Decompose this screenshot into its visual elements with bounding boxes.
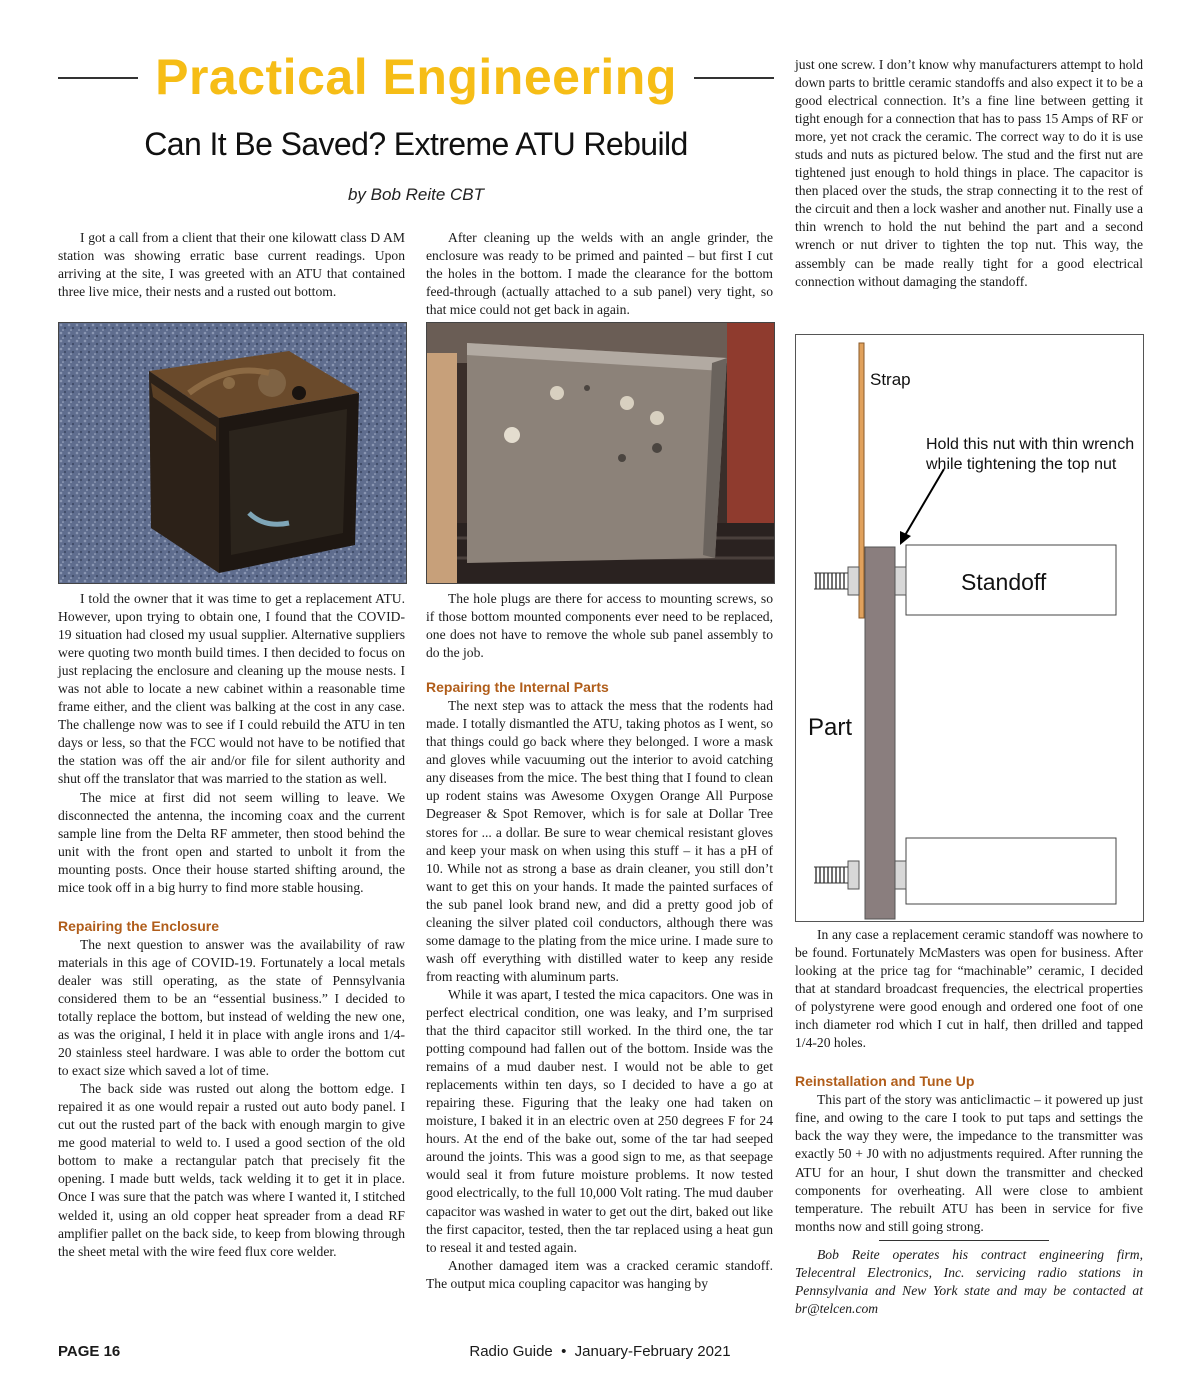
col1-para-3: The mice at first did not seem willing to leave. We disconnected the antenna, the incoming coax and the current sample line from the Delta RF ammeter, then stood behind the unit with the front open and started to unbolt it from the mounting posts. Once their house started shifting around, the mice took off in a big hurry to find more stable housing.	[58, 789, 405, 895]
publication-footer: Radio Guide • January-February 2021	[469, 1343, 731, 1360]
heading-repairing-enclosure: Repairing the Enclosure	[58, 917, 220, 934]
label-hold-line-1: Hold this nut with thin wrench	[926, 436, 1135, 453]
col1-top	[58, 229, 405, 301]
col1-para-4: The next question to answer was the availability of raw materials in this age of COVID-19. Fortunately a local metals dealer was still operating, as the state of Pennsylvania considered them to be an “essential business.” I decided to totally replace the bottom, but instead of welding the new one, as was the original, I held it in place with angle irons and 1/4-20 stainless steel hardware. I was able to order the bottom cut to exact size which saved a lot of time.	[58, 936, 405, 1079]
pointer-arrow	[904, 469, 944, 537]
col2-body	[426, 590, 773, 1293]
col2-para-5: Another damaged item was a cracked ceramic standoff. The output mica coupling capacitor was hanging by	[426, 1257, 773, 1291]
col3-para-2: In any case a replacement ceramic standoff was nowhere to be found. Fortunately McMasters was open for business. After looking at the price tag for “machinable” ceramic, I decided that at standard broadcast frequencies, the electrical properties of polystyrene were good enough and ordered one foot of one inch diameter rod which I cut in half, then drilled and tapped 1/4-20 holes.	[795, 927, 1143, 1051]
standoff-bottom-shape	[906, 838, 1116, 904]
repaired-enclosure-image	[427, 323, 774, 583]
heading-reinstallation: Reinstallation and Tune Up	[795, 1073, 975, 1090]
col2-para-4: While it was apart, I tested the mica capacitors. One was in perfect electrical condition, one was leaky, and I’m surprised that the third capacitor still worked. In the third one, the tar potting compound had fallen out of the bottom. Inside was the remains of a mud dauber nest. I would not be able to get replacements within ten days, so I decided to have a go at repairing these. Figuring that the leaky one had taken on moisture, I baked it in an electric oven at 250 degrees F for 24 hours. At the end of the bake out, some of the tar had seeped around the joints. This was a good sign to me, as that seepage would seal it from future moisture problems. It now tested good electrically, to the full 10,000 Volt rating. The mud dauber capacitor was washed in water to get out the dirt, baked out like the first capacitor, tested, then the tar replaced using a heat gun to reseal it and tested again.	[426, 986, 773, 1255]
standoff-mounting-illustration	[796, 335, 1143, 921]
section-title: Practical Engineering	[155, 49, 677, 105]
photo-rusted-enclosure	[58, 322, 407, 584]
col1-para-2: I told the owner that it was time to get a replacement ATU. However, upon trying to obtain one, I found that the COVID-19 situation had closed my usual supplier. Alternative suppliers were quoting two month build times. I then decided to focus on just replacing the enclosure and cleaning up the mouse nests. I was not able to locate a new cabinet within a reasonable time frame either, and the client was balking at the cost in any case. The challenge now was to see if I could rebuild the ATU in ten days or less, so that the FCC would not have to be notified that the station was off the air and/or file for silent authority and shut off the translator that was married to the station as well.	[58, 591, 405, 787]
page-number: PAGE 16	[58, 1343, 121, 1360]
label-standoff: Standoff	[961, 569, 1047, 595]
col1-para-1: I got a call from a client that their one kilowatt class D AM station was showing erratic base current readings. Upon arriving at the site, I was greeted with an ATU that contained three live mice, their nests and a rusted out bottom.	[58, 230, 405, 300]
col2-para-2: The hole plugs are there for access to mounting screws, so if those bottom mounted components ever need to be replaced, one does not have to remove the whole sub panel assembly to do the job.	[426, 591, 773, 661]
bio-rule	[879, 1240, 1049, 1241]
rusted-enclosure-image	[59, 323, 406, 583]
part-shape	[865, 547, 895, 919]
col2-top	[426, 229, 773, 319]
strap-shape	[859, 343, 864, 618]
back-nut	[895, 567, 906, 595]
label-part: Part	[808, 714, 853, 741]
top-nut	[848, 567, 859, 595]
bottom-back-nut	[895, 861, 906, 889]
bottom-nut	[848, 861, 859, 889]
article-title: Can It Be Saved? Extreme ATU Rebuild	[144, 126, 688, 162]
heading-repairing-internal: Repairing the Internal Parts	[426, 679, 609, 696]
col1-para-5: The back side was rusted out along the bottom edge. I repaired it as one would repair a rusted out auto body panel. I cut out the rusted part of the back with enough margin to give me good material to weld to. I used a good section of the old bottom to make a rectangular patch that precisely fit the opening. I made butt welds, tack welding it to get it in place. Once I was sure that the patch was where I wanted it, I stitched welded it, using an old copper heat spreader from a dead RF amplifier pallet on the back side, to keep from blowing through the sheet metal with the wire feed flux core welder.	[58, 1081, 405, 1259]
col3-para-3: This part of the story was anticlimactic – it powered up just fine, and owing to the care I took to put taps and settings the back the way they were, the impedance to the transmitter was exactly 50 + J0 with no adjustments required. After running the ATU for an hour, I shut down the transmitter and checked components for overheating. All were close to ambient temperature. The rebuilt ATU has been in service for five months now and still going strong.	[795, 1092, 1143, 1234]
col3-top	[795, 56, 1143, 291]
col3-body	[795, 926, 1143, 1318]
col3-para-1: just one screw. I don’t know why manufacturers attempt to hold down parts to brittle ceramic standoffs and also expect it to be a good electrical connection. It’s a fine line between getting it tight enough for a connection that has to pass 15 Amps of RF or more, yet not crack the ceramic. The correct way to do it is use studs and nuts as pictured below. The stud and the first nut are tightened just enough to hold things in place. The capacitor is then placed over the studs, the strap connecting it to the rest of the circuit and then a lock washer and another nut. Finally use a thin wrench to hold the nut behind the part and a second wrench or nut driver to tighten the top nut. This way, the assembly can be made really tight for a good electrical connection without damaging the standoff.	[795, 57, 1143, 289]
photo-repaired-enclosure	[426, 322, 775, 584]
col2-para-3: The next step was to attack the mess that the rodents had made. I totally dismantled the ATU, taking photos as I went, so that things could go back where they belonged. I wore a mask and gloves while vacuuming out the interior to avoid catching any diseases from the mice. The best thing that I found to clean up rodent stains was Awesome Oxygen Orange All Purpose Degreaser & Spot Remover, which is for sale at Dollar Tree stores for ... a dollar. Be sure to wear chemical resistant gloves and keep your mask on when using this stuff – it has a pH of 10. While not as strong a base as drain cleaner, you still don’t want to get this on your hands. It made the painted surfaces of the sub panel look brand new, and did a pretty good job of cleaning the silver plated coil conductors, although there was some damage to the plating from the mice urine. I made sure to wash off everything with distilled water to keep any reside from reacting with aluminum parts.	[426, 698, 773, 984]
col1-body	[58, 590, 405, 1261]
label-strap: Strap	[870, 370, 911, 389]
standoff-diagram	[795, 334, 1144, 922]
label-hold-line-2: while tightening the top nut	[926, 456, 1117, 473]
title-rule-right	[694, 77, 774, 79]
col2-para-1: After cleaning up the welds with an angle grinder, the enclosure was ready to be primed and painted – but first I cut the holes in the bottom. I made the clearance for the bottom feed-through (actually attached to a sub panel) very tight, so that mice could not get back in again.	[426, 230, 773, 318]
byline: by Bob Reite CBT	[347, 185, 485, 204]
author-bio: Bob Reite operates his contract engineering firm, Telecentral Electronics, Inc. servicing radio stations in Pennsylvania and New York state and may be contacted at br@telcen.com	[795, 1246, 1143, 1316]
title-rule-left	[58, 77, 138, 79]
